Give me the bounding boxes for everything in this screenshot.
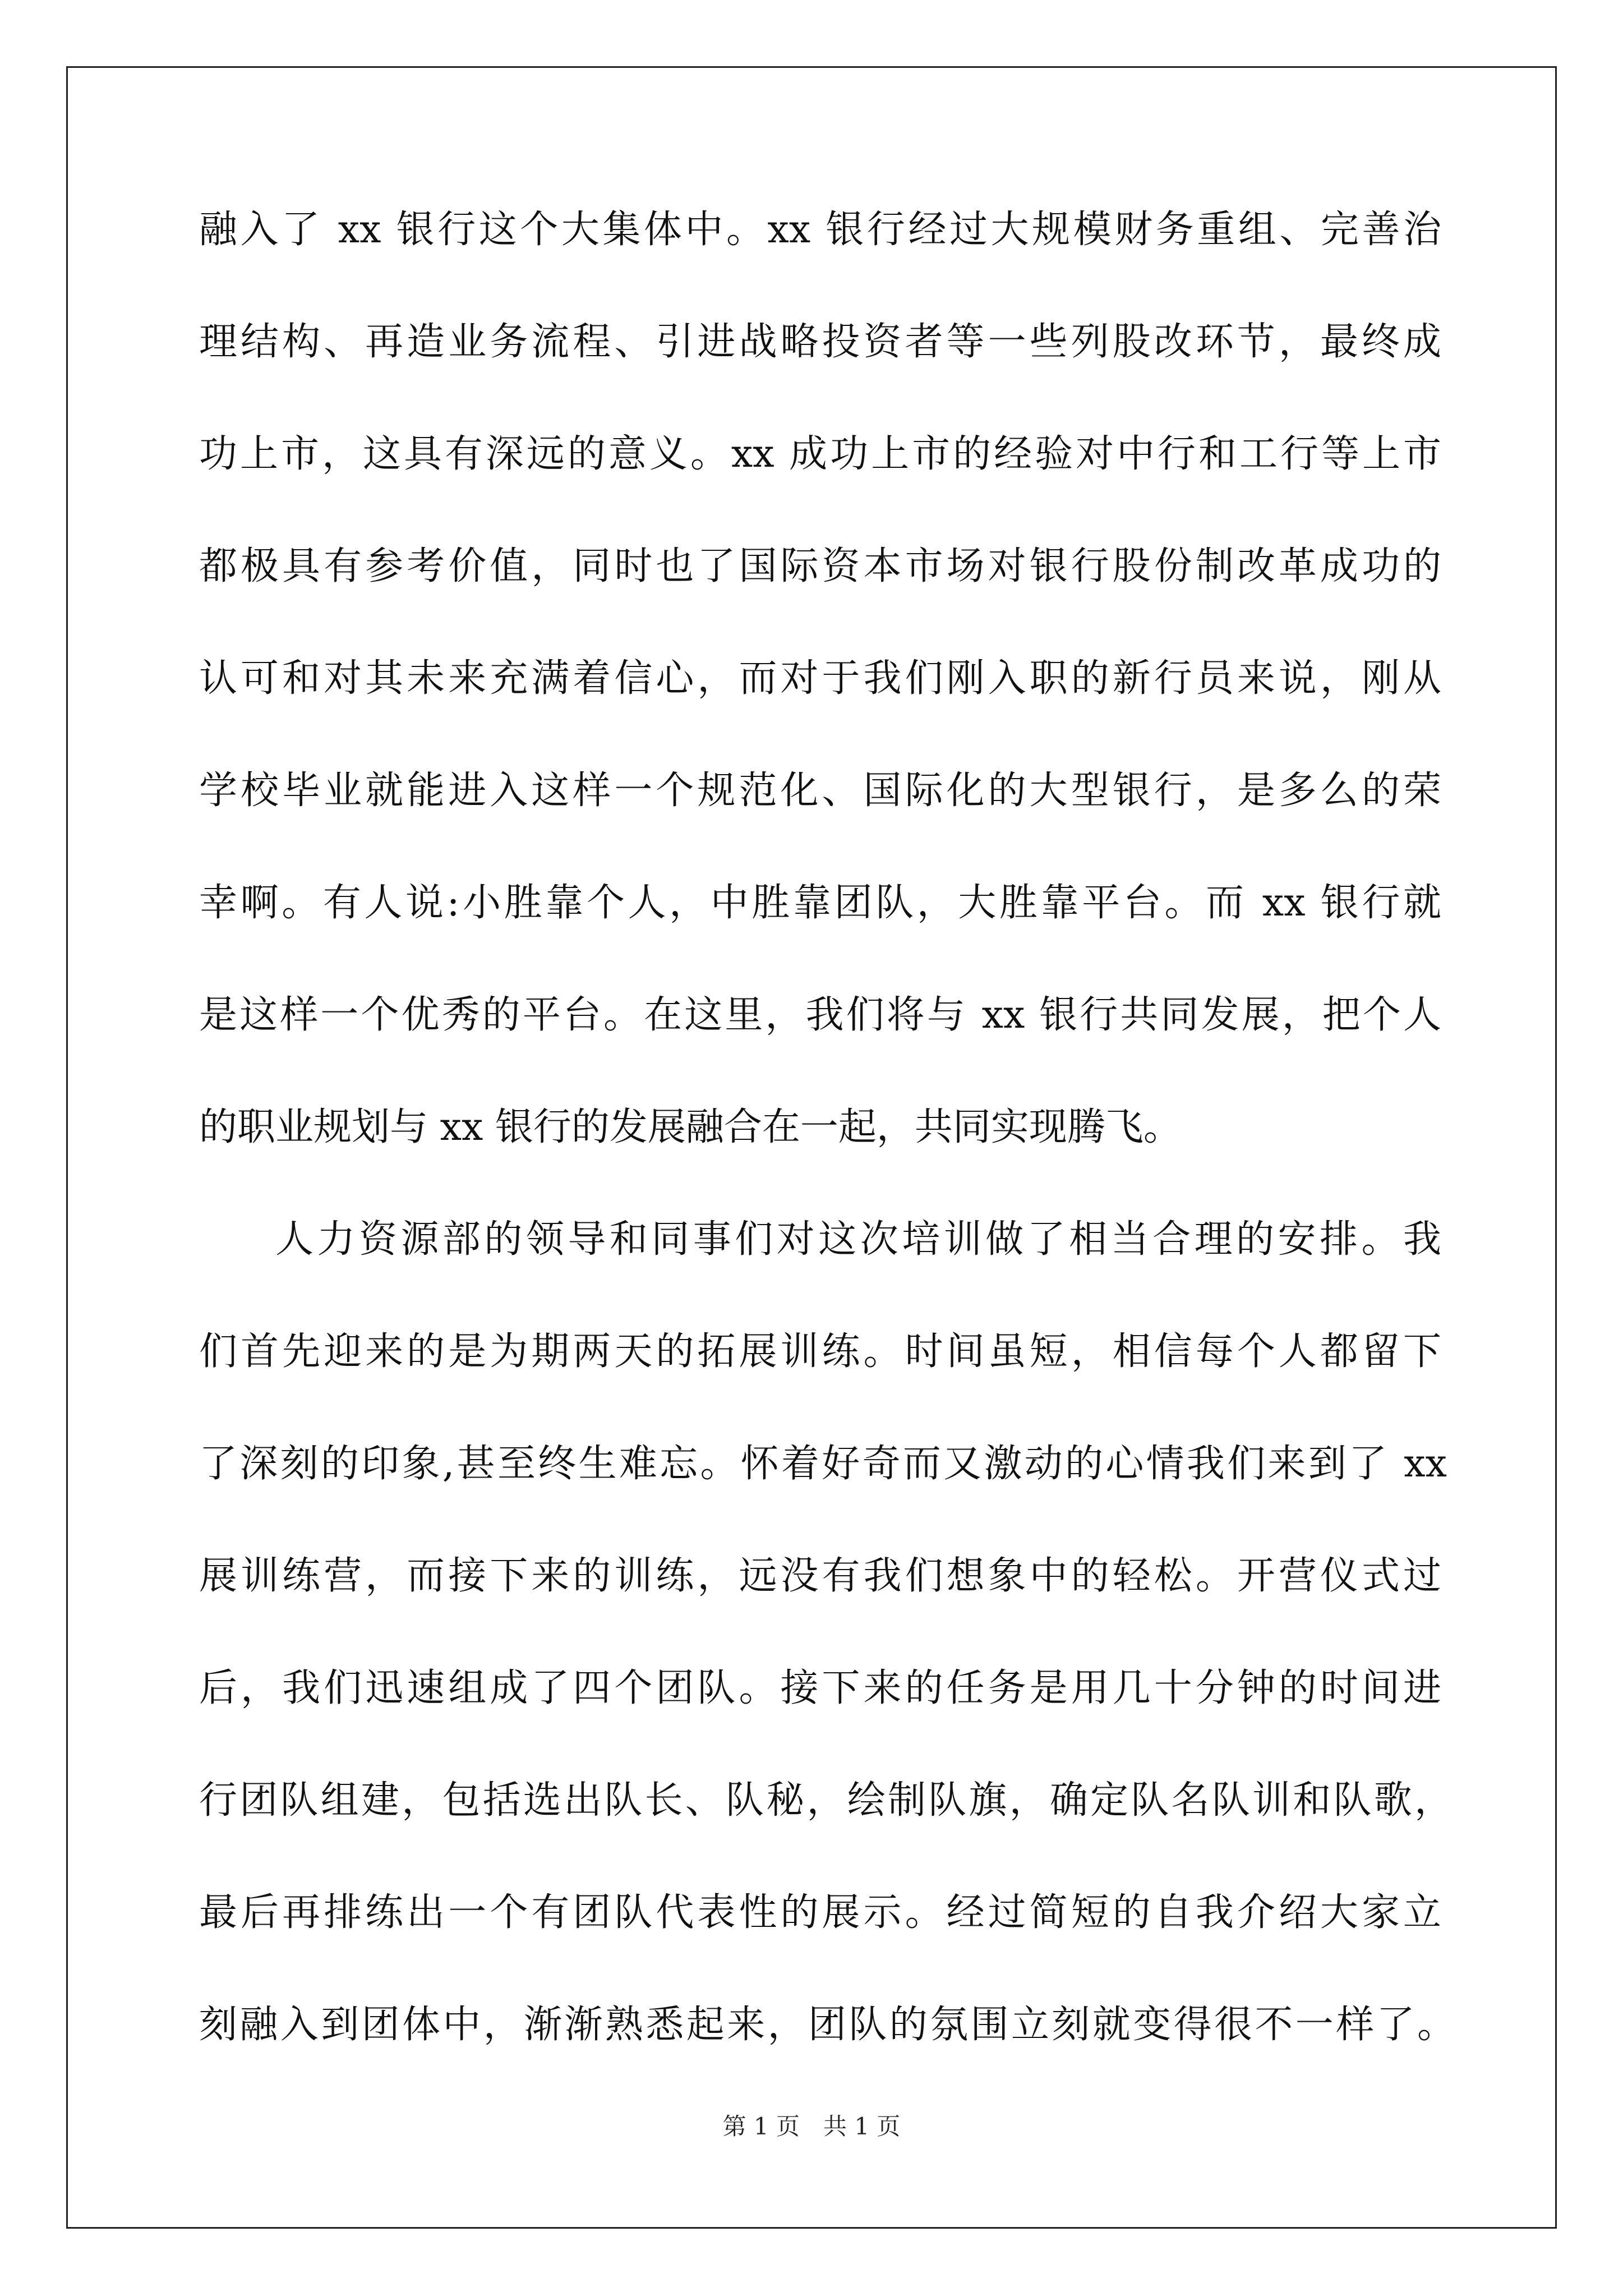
text-line: 展训练营，而接下来的训练，远没有我们想象中的轻松。开营仪式过 [199,1554,1441,1598]
text-line: 的职业规划与 xx 银行的发展融合在一起，共同实现腾飞。 [199,1105,1182,1149]
text-line: 最后再排练出一个有团队代表性的展示。经过简短的自我介绍大家立 [199,1890,1441,1935]
text-line: 融入了 xx 银行这个大集体中。xx 银行经过大规模财务重组、完善治 [199,208,1441,252]
text-line: 功上市，这具有深远的意义。xx 成功上市的经验对中行和工行等上市 [199,432,1441,476]
paragraph-first-line: 人力资源部的领导和同事们对这次培训做了相当合理的安排。我 [275,1217,1441,1262]
text-line: 行团队组建，包括选出队长、队秘，绘制队旗，确定队名队训和队歌， [199,1778,1453,1823]
text-line: 了深刻的印象,甚至终生难忘。怀着好奇而又激动的心情我们来到了 xx [199,1442,1447,1486]
text-line: 们首先迎来的是为期两天的拓展训练。时间虽短，相信每个人都留下 [199,1329,1441,1374]
page-footer [0,2108,1623,2142]
text-line: 都极具有参考价值，同时也了国际资本市场对银行股份制改革成功的 [199,544,1441,588]
text-line: 后，我们迅速组成了四个团队。接下来的任务是用几十分钟的时间进 [199,1666,1441,1710]
text-line: 幸啊。有人说:小胜靠个人，中胜靠团队，大胜靠平台。而 xx 银行就 [199,881,1441,925]
text-line: 理结构、再造业务流程、引进战略投资者等一些列股改环节，最终成 [199,320,1441,364]
text-line: 是这样一个优秀的平台。在这里，我们将与 xx 银行共同发展，把个人 [199,993,1441,1037]
page-number: 第 1 页 共 1 页 [722,2113,901,2140]
text-line: 学校毕业就能进入这样一个规范化、国际化的大型银行，是多么的荣 [199,769,1441,813]
text-line: 认可和对其未来充满着信心，而对于我们刚入职的新行员来说，刚从 [199,656,1441,701]
text-line: 刻融入到团体中，渐渐熟悉起来，团队的氛围立刻就变得很不一样了。 [199,2003,1455,2047]
